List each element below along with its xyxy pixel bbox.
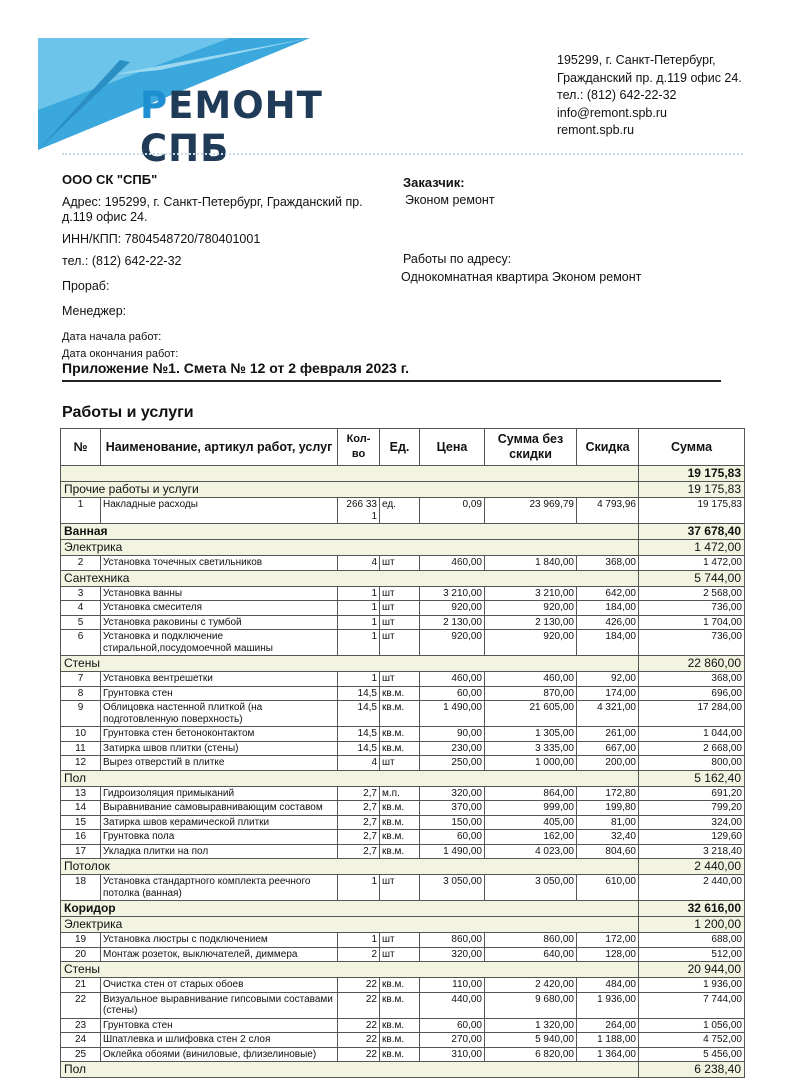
logo (0, 0, 420, 170)
table-row (61, 727, 745, 742)
cell-qty: 22 (338, 1018, 380, 1033)
cell-qty: 1 (338, 586, 380, 601)
cell-unit: шт (380, 672, 420, 687)
cell-qty: 1 (338, 630, 380, 656)
cell-name: Установка раковины с тумбой (101, 615, 338, 630)
group-label: Электрика (61, 917, 639, 933)
col-header-unit: Ед. (380, 429, 420, 466)
cell-sum: 799,20 (639, 801, 745, 816)
cell-name: Шпатлевка и шлифовка стен 2 слоя (101, 1033, 338, 1048)
cell-name: Оклейка обоями (виниловые, флизелиновые) (101, 1047, 338, 1062)
estimate-table (60, 428, 745, 1078)
cell-sum-no-discount: 999,00 (485, 801, 577, 816)
cell-price: 2 130,00 (420, 615, 485, 630)
cell-discount: 184,00 (577, 601, 639, 616)
col-header-name: Наименование, артикул работ, услуг (101, 429, 338, 466)
cell-price: 320,00 (420, 786, 485, 801)
cell-discount: 32,40 (577, 830, 639, 845)
group-label: Стены (61, 962, 639, 978)
cell-sum-no-discount: 920,00 (485, 630, 577, 656)
cell-qty: 2,7 (338, 786, 380, 801)
cell-sum: 129,60 (639, 830, 745, 845)
company-info (62, 172, 382, 365)
cell-price: 60,00 (420, 1018, 485, 1033)
cell-sum: 2 440,00 (639, 875, 745, 901)
cell-qty: 4 (338, 756, 380, 771)
cell-price: 920,00 (420, 630, 485, 656)
table-row (61, 756, 745, 771)
client-label: Заказчик: (403, 175, 465, 190)
cell-qty: 22 (338, 1047, 380, 1062)
cell-number: 4 (61, 601, 101, 616)
cell-unit: кв.м. (380, 701, 420, 727)
group-sum: 5 162,40 (639, 770, 745, 786)
cell-price: 230,00 (420, 741, 485, 756)
cell-unit: шт (380, 875, 420, 901)
cell-name: Установка ванны (101, 586, 338, 601)
cell-number: 11 (61, 741, 101, 756)
cell-unit: шт (380, 586, 420, 601)
table-row (61, 844, 745, 859)
cell-qty: 266 33 1 (338, 498, 380, 524)
table-row (61, 556, 745, 571)
cell-sum-no-discount: 3 210,00 (485, 586, 577, 601)
table-row (61, 815, 745, 830)
cell-sum: 3 218,40 (639, 844, 745, 859)
cell-sum: 7 744,00 (639, 992, 745, 1018)
table-row (61, 672, 745, 687)
cell-sum: 17 284,00 (639, 701, 745, 727)
col-header-sum: Сумма (639, 429, 745, 466)
cell-discount: 184,00 (577, 630, 639, 656)
cell-number: 13 (61, 786, 101, 801)
cell-price: 0,09 (420, 498, 485, 524)
cell-sum-no-discount: 4 023,00 (485, 844, 577, 859)
cell-number: 5 (61, 615, 101, 630)
cell-qty: 2,7 (338, 830, 380, 845)
group-sum: 19 175,83 (639, 466, 745, 482)
group-sum: 1 200,00 (639, 917, 745, 933)
cell-discount: 426,00 (577, 615, 639, 630)
cell-number: 2 (61, 556, 101, 571)
cell-sum: 324,00 (639, 815, 745, 830)
cell-discount: 128,00 (577, 947, 639, 962)
group-label: Прочие работы и услуги (61, 482, 639, 498)
table-row (61, 1018, 745, 1033)
cell-sum: 1 936,00 (639, 978, 745, 993)
contact-address-line2: Гражданский пр. д.119 офис 24. (557, 70, 742, 85)
cell-sum: 2 668,00 (639, 741, 745, 756)
group-label: Коридор (61, 901, 639, 917)
table-row (61, 586, 745, 601)
cell-discount: 484,00 (577, 978, 639, 993)
cell-name: Грунтовка стен (101, 686, 338, 701)
cell-discount: 368,00 (577, 556, 639, 571)
group-label: Пол (61, 1062, 639, 1078)
contact-site[interactable]: remont.spb.ru (557, 123, 635, 137)
cell-price: 250,00 (420, 756, 485, 771)
cell-name: Выравнивание самовыравнивающим составом (101, 801, 338, 816)
cell-name: Установка смесителя (101, 601, 338, 616)
cell-sum-no-discount: 1 840,00 (485, 556, 577, 571)
cell-name: Установка стандартного комплекта реечного потолка (ванная) (101, 875, 338, 901)
table-row (61, 947, 745, 962)
cell-name: Установка люстры с подключением (101, 933, 338, 948)
cell-discount: 172,80 (577, 786, 639, 801)
cell-unit: кв.м. (380, 830, 420, 845)
table-row (61, 601, 745, 616)
work-address-value: Однокомнатная квартира Эконом ремонт (401, 270, 642, 284)
group-row (61, 570, 745, 586)
cell-discount: 81,00 (577, 815, 639, 830)
cell-number: 19 (61, 933, 101, 948)
cell-sum-no-discount: 1 305,00 (485, 727, 577, 742)
cell-sum-no-discount: 9 680,00 (485, 992, 577, 1018)
cell-sum-no-discount: 21 605,00 (485, 701, 577, 727)
cell-qty: 1 (338, 933, 380, 948)
cell-sum: 4 752,00 (639, 1033, 745, 1048)
cell-sum: 1 704,00 (639, 615, 745, 630)
cell-unit: кв.м. (380, 727, 420, 742)
cell-unit: шт (380, 756, 420, 771)
cell-sum: 800,00 (639, 756, 745, 771)
cell-sum-no-discount: 6 820,00 (485, 1047, 577, 1062)
work-address-block (403, 252, 641, 284)
cell-number: 12 (61, 756, 101, 771)
cell-sum: 691,20 (639, 786, 745, 801)
cell-unit: шт (380, 947, 420, 962)
cell-number: 8 (61, 686, 101, 701)
cell-qty: 1 (338, 601, 380, 616)
table-row (61, 830, 745, 845)
group-sum: 1 472,00 (639, 540, 745, 556)
cell-sum: 19 175,83 (639, 498, 745, 524)
cell-name: Вырез отверстий в плитке (101, 756, 338, 771)
cell-discount: 264,00 (577, 1018, 639, 1033)
cell-qty: 1 (338, 875, 380, 901)
group-row (61, 466, 745, 482)
cell-number: 16 (61, 830, 101, 845)
client-block (403, 175, 495, 207)
group-sum: 6 238,40 (639, 1062, 745, 1078)
group-row (61, 540, 745, 556)
cell-discount: 200,00 (577, 756, 639, 771)
cell-price: 270,00 (420, 1033, 485, 1048)
cell-sum: 512,00 (639, 947, 745, 962)
cell-name: Грунтовка пола (101, 830, 338, 845)
cell-number: 23 (61, 1018, 101, 1033)
cell-qty: 22 (338, 992, 380, 1018)
cell-number: 22 (61, 992, 101, 1018)
group-label: Ванная (61, 524, 639, 540)
group-row (61, 524, 745, 540)
group-label: Сантехника (61, 570, 639, 586)
group-sum: 22 860,00 (639, 656, 745, 672)
cell-sum: 368,00 (639, 672, 745, 687)
cell-price: 150,00 (420, 815, 485, 830)
cell-qty: 22 (338, 1033, 380, 1048)
cell-unit: шт (380, 615, 420, 630)
table-row (61, 615, 745, 630)
col-header-discount: Скидка (577, 429, 639, 466)
cell-price: 440,00 (420, 992, 485, 1018)
table-row (61, 933, 745, 948)
table-row (61, 701, 745, 727)
group-label (61, 466, 639, 482)
cell-price: 860,00 (420, 933, 485, 948)
cell-number: 1 (61, 498, 101, 524)
col-header-price: Цена (420, 429, 485, 466)
group-sum: 37 678,40 (639, 524, 745, 540)
cell-discount: 199,80 (577, 801, 639, 816)
cell-unit: кв.м. (380, 1047, 420, 1062)
cell-number: 14 (61, 801, 101, 816)
table-row (61, 786, 745, 801)
contact-address-line1: 195299, г. Санкт-Петербург, (557, 53, 716, 67)
cell-sum-no-discount: 3 335,00 (485, 741, 577, 756)
cell-number: 10 (61, 727, 101, 742)
cell-number: 24 (61, 1033, 101, 1048)
cell-sum-no-discount: 1 000,00 (485, 756, 577, 771)
col-header-sum-no-discount: Сумма без скидки (485, 429, 577, 466)
table-row (61, 992, 745, 1018)
cell-sum: 688,00 (639, 933, 745, 948)
cell-unit: м.п. (380, 786, 420, 801)
group-sum: 20 944,00 (639, 962, 745, 978)
cell-name: Затирка швов плитки (стены) (101, 741, 338, 756)
cell-price: 1 490,00 (420, 844, 485, 859)
cell-number: 3 (61, 586, 101, 601)
group-row (61, 901, 745, 917)
cell-number: 15 (61, 815, 101, 830)
cell-qty: 14,5 (338, 701, 380, 727)
cell-sum: 2 568,00 (639, 586, 745, 601)
cell-qty: 1 (338, 672, 380, 687)
cell-sum: 696,00 (639, 686, 745, 701)
cell-number: 6 (61, 630, 101, 656)
table-row (61, 1033, 745, 1048)
cell-sum: 1 044,00 (639, 727, 745, 742)
cell-number: 20 (61, 947, 101, 962)
company-name: ООО СК "СПБ" (62, 172, 158, 187)
cell-discount: 1 364,00 (577, 1047, 639, 1062)
cell-sum-no-discount: 3 050,00 (485, 875, 577, 901)
group-sum: 32 616,00 (639, 901, 745, 917)
cell-name: Грунтовка стен (101, 1018, 338, 1033)
table-row (61, 978, 745, 993)
group-row (61, 917, 745, 933)
cell-price: 60,00 (420, 830, 485, 845)
col-header-number: № (61, 429, 101, 466)
cell-name: Накладные расходы (101, 498, 338, 524)
cell-sum-no-discount: 640,00 (485, 947, 577, 962)
group-sum: 19 175,83 (639, 482, 745, 498)
cell-unit: кв.м. (380, 741, 420, 756)
cell-sum-no-discount: 2 420,00 (485, 978, 577, 993)
contact-phone: тел.: (812) 642-22-32 (557, 88, 677, 102)
cell-unit: ед. (380, 498, 420, 524)
group-row (61, 482, 745, 498)
cell-number: 9 (61, 701, 101, 727)
cell-price: 3 050,00 (420, 875, 485, 901)
group-sum: 2 440,00 (639, 859, 745, 875)
table-row (61, 875, 745, 901)
cell-name: Установка точечных светильников (101, 556, 338, 571)
cell-qty: 14,5 (338, 727, 380, 742)
company-phone: тел.: (812) 642-22-32 (62, 254, 182, 268)
cell-sum-no-discount: 460,00 (485, 672, 577, 687)
cell-unit: кв.м. (380, 992, 420, 1018)
cell-discount: 642,00 (577, 586, 639, 601)
cell-discount: 174,00 (577, 686, 639, 701)
cell-name: Монтаж розеток, выключателей, диммера (101, 947, 338, 962)
cell-sum-no-discount: 870,00 (485, 686, 577, 701)
cell-qty: 2,7 (338, 844, 380, 859)
cell-discount: 1 188,00 (577, 1033, 639, 1048)
cell-unit: кв.м. (380, 978, 420, 993)
cell-sum: 1 056,00 (639, 1018, 745, 1033)
cell-discount: 4 793,96 (577, 498, 639, 524)
cell-discount: 610,00 (577, 875, 639, 901)
annex-title: Приложение №1. Смета № 12 от 2 февраля 2023 г. (62, 360, 721, 382)
section-title: Работы и услуги (62, 404, 194, 421)
cell-unit: кв.м. (380, 1033, 420, 1048)
group-row (61, 859, 745, 875)
cell-sum-no-discount: 860,00 (485, 933, 577, 948)
table-row (61, 741, 745, 756)
cell-discount: 4 321,00 (577, 701, 639, 727)
group-row (61, 962, 745, 978)
cell-discount: 1 936,00 (577, 992, 639, 1018)
header-divider (62, 153, 743, 155)
cell-qty: 22 (338, 978, 380, 993)
cell-unit: кв.м. (380, 801, 420, 816)
cell-sum-no-discount: 405,00 (485, 815, 577, 830)
cell-discount: 92,00 (577, 672, 639, 687)
cell-sum-no-discount: 2 130,00 (485, 615, 577, 630)
cell-number: 25 (61, 1047, 101, 1062)
table-row (61, 498, 745, 524)
cell-price: 3 210,00 (420, 586, 485, 601)
cell-sum: 736,00 (639, 630, 745, 656)
cell-qty: 2 (338, 947, 380, 962)
cell-qty: 1 (338, 615, 380, 630)
cell-sum-no-discount: 5 940,00 (485, 1033, 577, 1048)
cell-name: Облицовка настенной плиткой (на подготовленную поверхность) (101, 701, 338, 727)
cell-unit: кв.м. (380, 1018, 420, 1033)
cell-number: 21 (61, 978, 101, 993)
group-sum: 5 744,00 (639, 570, 745, 586)
cell-unit: шт (380, 601, 420, 616)
cell-qty: 4 (338, 556, 380, 571)
client-value: Эконом ремонт (405, 193, 495, 207)
group-row (61, 656, 745, 672)
cell-discount: 261,00 (577, 727, 639, 742)
cell-sum: 736,00 (639, 601, 745, 616)
company-inn: ИНН/КПП: 7804548720/780401001 (62, 232, 261, 246)
cell-name: Укладка плитки на пол (101, 844, 338, 859)
cell-discount: 667,00 (577, 741, 639, 756)
table-header-row (61, 429, 745, 466)
group-label: Потолок (61, 859, 639, 875)
cell-sum-no-discount: 864,00 (485, 786, 577, 801)
cell-price: 370,00 (420, 801, 485, 816)
cell-sum-no-discount: 23 969,79 (485, 498, 577, 524)
cell-sum-no-discount: 162,00 (485, 830, 577, 845)
cell-discount: 804,60 (577, 844, 639, 859)
cell-sum: 1 472,00 (639, 556, 745, 571)
table-body (61, 466, 745, 1078)
cell-number: 18 (61, 875, 101, 901)
cell-unit: кв.м. (380, 686, 420, 701)
cell-discount: 172,00 (577, 933, 639, 948)
cell-price: 460,00 (420, 556, 485, 571)
contact-email[interactable]: info@remont.spb.ru (557, 105, 667, 120)
header-contacts (557, 52, 742, 140)
group-label: Пол (61, 770, 639, 786)
cell-name: Установка вентрешетки (101, 672, 338, 687)
cell-unit: кв.м. (380, 815, 420, 830)
cell-unit: шт (380, 630, 420, 656)
cell-name: Визуальное выравнивание гипсовыми составами (стены) (101, 992, 338, 1018)
table-row (61, 686, 745, 701)
cell-sum: 5 456,00 (639, 1047, 745, 1062)
group-label: Стены (61, 656, 639, 672)
cell-name: Очистка стен от старых обоев (101, 978, 338, 993)
table-row (61, 801, 745, 816)
cell-price: 110,00 (420, 978, 485, 993)
table-row (61, 1047, 745, 1062)
group-row (61, 770, 745, 786)
cell-price: 1 490,00 (420, 701, 485, 727)
group-row (61, 1062, 745, 1078)
logo-wordmark: РЕМОНТ СПБ (140, 84, 323, 170)
cell-price: 60,00 (420, 686, 485, 701)
group-label: Электрика (61, 540, 639, 556)
cell-sum-no-discount: 1 320,00 (485, 1018, 577, 1033)
cell-name: Установка и подключение стиральной,посудомоечной машины (101, 630, 338, 656)
foreman-label: Прораб: (62, 279, 110, 293)
cell-price: 460,00 (420, 672, 485, 687)
cell-price: 90,00 (420, 727, 485, 742)
cell-unit: шт (380, 933, 420, 948)
cell-qty: 14,5 (338, 686, 380, 701)
company-address: Адрес: 195299, г. Санкт-Петербург, Гражданский пр. д.119 офис 24. (62, 195, 363, 224)
cell-qty: 14,5 (338, 741, 380, 756)
manager-label: Менеджер: (62, 304, 127, 318)
cell-name: Грунтовка стен бетоноконтактом (101, 727, 338, 742)
cell-unit: кв.м. (380, 844, 420, 859)
start-date-label: Дата начала работ: (62, 331, 162, 343)
cell-name: Затирка швов керамической плитки (101, 815, 338, 830)
table-row (61, 630, 745, 656)
cell-qty: 2,7 (338, 815, 380, 830)
cell-price: 320,00 (420, 947, 485, 962)
cell-number: 17 (61, 844, 101, 859)
cell-number: 7 (61, 672, 101, 687)
cell-price: 920,00 (420, 601, 485, 616)
cell-unit: шт (380, 556, 420, 571)
col-header-qty: Кол-во (338, 429, 380, 466)
cell-sum-no-discount: 920,00 (485, 601, 577, 616)
work-address-label: Работы по адресу: (403, 252, 512, 266)
cell-price: 310,00 (420, 1047, 485, 1062)
cell-qty: 2,7 (338, 801, 380, 816)
cell-name: Гидроизоляция примыканий (101, 786, 338, 801)
end-date-label: Дата окончания работ: (62, 348, 179, 360)
